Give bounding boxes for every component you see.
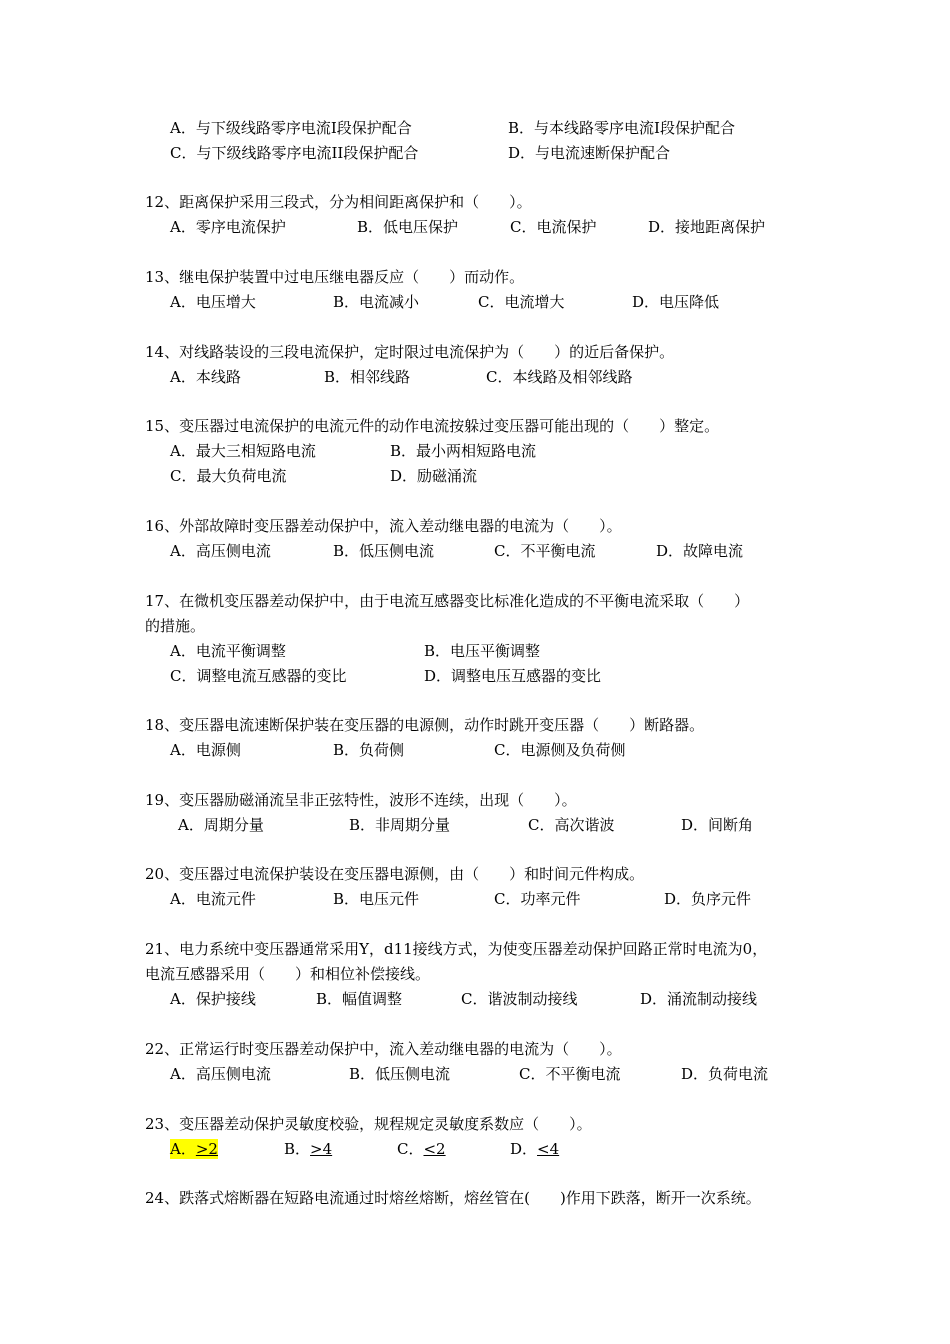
q17-stem-line1: 17、在微机变压器差动保护中，由于电流互感器变比标准化造成的不平衡电流采取（ ） bbox=[145, 592, 750, 610]
q18-stem: 18、变压器电流速断保护装在变压器的电源侧，动作时跳开变压器（ ）断路器。 bbox=[145, 716, 705, 734]
q13-option-c: C．电流增大 bbox=[478, 293, 565, 311]
q18-option-a: A．电源侧 bbox=[170, 741, 241, 759]
q17-option-d: D．调整电压互感器的变比 bbox=[424, 667, 602, 685]
q23-option-d-value: <4 bbox=[537, 1140, 560, 1158]
q23-stem: 23、变压器差动保护灵敏度校验，规程规定灵敏度系数应（ ）。 bbox=[145, 1115, 592, 1133]
q16-stem: 16、外部故障时变压器差动保护中，流入差动继电器的电流为（ ）。 bbox=[145, 517, 622, 535]
q16-option-a: A．高压侧电流 bbox=[170, 542, 271, 560]
q19-stem: 19、变压器励磁涌流呈非正弦特性，波形不连续，出现（ ）。 bbox=[145, 791, 577, 809]
q23-option-b bbox=[284, 1139, 332, 1159]
q21-option-d: D．涌流制动接线 bbox=[640, 990, 758, 1008]
q12-option-a: A．零序电流保护 bbox=[170, 218, 286, 236]
q20-option-c: C．功率元件 bbox=[494, 890, 581, 908]
q18-option-c: C．电源侧及负荷侧 bbox=[494, 741, 626, 759]
q23-option-c-value: <2 bbox=[423, 1140, 446, 1158]
q13-option-d: D．电压降低 bbox=[632, 293, 720, 311]
q22-option-a: A．高压侧电流 bbox=[170, 1065, 271, 1083]
q14-stem: 14、对线路装设的三段电流保护，定时限过电流保护为（ ）的近后备保护。 bbox=[145, 343, 675, 361]
q17-option-b: B．电压平衡调整 bbox=[424, 642, 541, 660]
q17-option-a: A．电流平衡调整 bbox=[170, 642, 286, 660]
q22-option-b: B．低压侧电流 bbox=[349, 1065, 451, 1083]
q11-option-b: B．与本线路零序电流I段保护配合 bbox=[508, 119, 735, 137]
q19-option-d: D．间断角 bbox=[681, 816, 754, 834]
q21-stem-line1: 21、电力系统中变压器通常采用Y，d11接线方式，为使变压器差动保护回路正常时电流为0， bbox=[145, 940, 768, 958]
q23-option-b-prefix: B． bbox=[284, 1140, 311, 1158]
q14-option-c: C．本线路及相邻线路 bbox=[486, 368, 633, 386]
q21-option-a: A．保护接线 bbox=[170, 990, 256, 1008]
q21-option-b: B．幅值调整 bbox=[316, 990, 403, 1008]
q23-option-b-value: >4 bbox=[310, 1140, 333, 1158]
q12-option-d: D．接地距离保护 bbox=[648, 218, 766, 236]
q22-option-c: C．不平衡电流 bbox=[519, 1065, 621, 1083]
q13-option-b: B．电流减小 bbox=[333, 293, 420, 311]
q11-option-c: C．与下级线路零序电流II段保护配合 bbox=[170, 144, 419, 162]
q16-option-b: B．低压侧电流 bbox=[333, 542, 435, 560]
q24-stem: 24、跌落式熔断器在短路电流通过时熔丝熔断，熔丝管在( )作用下跌落，断开一次系统。 bbox=[145, 1189, 761, 1207]
q13-stem: 13、继电保护装置中过电压继电器反应（ ）而动作。 bbox=[145, 268, 525, 286]
q11-option-d: D．与电流速断保护配合 bbox=[508, 144, 671, 162]
q20-option-b: B．电压元件 bbox=[333, 890, 420, 908]
q19-option-b: B．非周期分量 bbox=[349, 816, 451, 834]
q15-option-a: A．最大三相短路电流 bbox=[170, 442, 316, 460]
q23-option-d bbox=[510, 1139, 559, 1159]
q11-option-a: A．与下级线路零序电流I段保护配合 bbox=[170, 119, 412, 137]
q22-stem: 22、正常运行时变压器差动保护中，流入差动继电器的电流为（ ）。 bbox=[145, 1040, 622, 1058]
q13-option-a: A．电压增大 bbox=[170, 293, 256, 311]
q20-option-a: A．电流元件 bbox=[170, 890, 256, 908]
q15-stem: 15、变压器过电流保护的电流元件的动作电流按躲过变压器可能出现的（ ）整定。 bbox=[145, 417, 720, 435]
q16-option-d: D．故障电流 bbox=[656, 542, 744, 560]
q23-option-a-prefix: A． bbox=[170, 1140, 196, 1158]
q23-option-d-prefix: D． bbox=[510, 1140, 538, 1158]
q21-option-c: C．谐波制动接线 bbox=[461, 990, 578, 1008]
q12-option-b: B．低电压保护 bbox=[357, 218, 459, 236]
q19-option-c: C．高次谐波 bbox=[528, 816, 615, 834]
q18-option-b: B．负荷侧 bbox=[333, 741, 405, 759]
q14-option-a: A．本线路 bbox=[170, 368, 241, 386]
q22-option-d: D．负荷电流 bbox=[681, 1065, 769, 1083]
q15-option-b: B．最小两相短路电流 bbox=[390, 442, 537, 460]
q23-option-c-prefix: C． bbox=[397, 1140, 424, 1158]
q23-option-a-highlighted bbox=[170, 1139, 218, 1159]
q20-stem: 20、变压器过电流保护装设在变压器电源侧，由（ ）和时间元件构成。 bbox=[145, 865, 645, 883]
q15-option-c: C．最大负荷电流 bbox=[170, 467, 287, 485]
q23-option-c bbox=[397, 1139, 446, 1159]
q12-option-c: C．电流保护 bbox=[510, 218, 597, 236]
q16-option-c: C．不平衡电流 bbox=[494, 542, 596, 560]
q21-stem-line2: 电流互感器采用（ ）和相位补偿接线。 bbox=[145, 965, 431, 983]
q23-option-a-value: >2 bbox=[195, 1140, 218, 1158]
q12-stem: 12、距离保护采用三段式，分为相间距离保护和（ ）。 bbox=[145, 193, 532, 211]
q20-option-d: D．负序元件 bbox=[664, 890, 752, 908]
q19-option-a: A．周期分量 bbox=[178, 816, 264, 834]
q17-option-c: C．调整电流互感器的变比 bbox=[170, 667, 347, 685]
q15-option-d: D．励磁涌流 bbox=[390, 467, 478, 485]
q17-stem-line2: 的措施。 bbox=[145, 617, 206, 635]
q14-option-b: B．相邻线路 bbox=[324, 368, 411, 386]
